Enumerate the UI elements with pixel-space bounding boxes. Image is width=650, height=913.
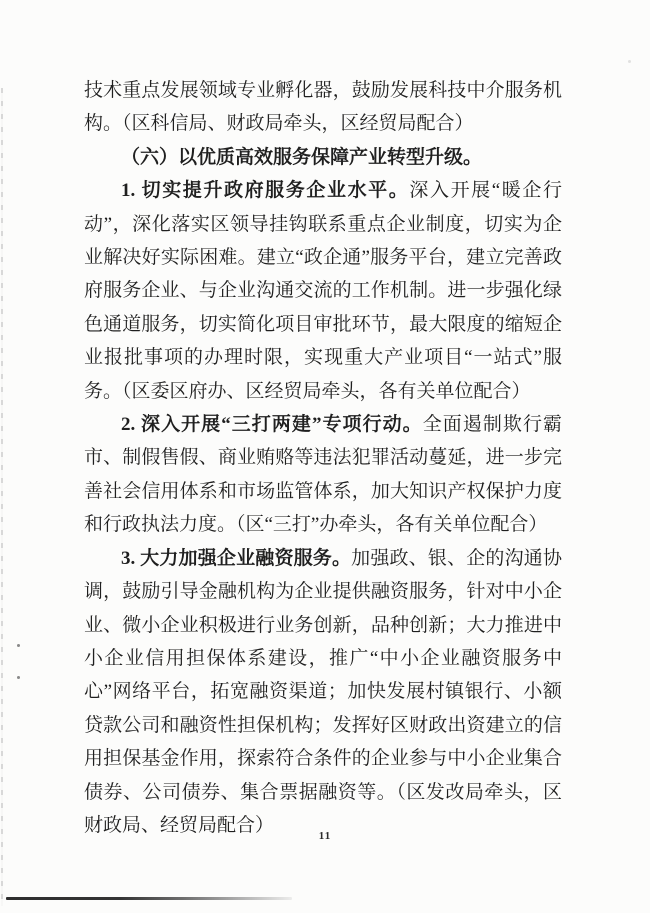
body-segment: 深入开展“暖企行动”，深化落实区领导挂钩联系重点企业制度，切实为企业解决好实际困难。建立“政企通”服务平台，建立完善政府服务企业、与企业沟通交流的工作机制。进一步强化绿色通道服务，切实简化项目审批环节，最大限度的缩短企业报批事项的办理时限，实现重大产业项目“一站式”服务。（区委区府办、区经贸局牵头，各有关单位配合） (84, 180, 562, 402)
heading-segment: 3. 大力加强企业融资服务。 (121, 547, 352, 569)
body-segment: 全面遏制欺行霸市、制假售假、商业贿赂等违法犯罪活动蔓延，进一步完善社会信用体系和市场监管体系，加大知识产权保护力度和行政执法力度。（区“三打”办牵头，各有关单位配合） (84, 414, 562, 536)
text-body (84, 74, 562, 842)
paragraph (84, 542, 562, 843)
heading-segment: 1. 切实提升政府服务企业水平。 (121, 180, 410, 202)
scan-line-artifact-bottom (6, 897, 292, 900)
heading-segment: （六）以优质高效服务保障产业转型升级。 (121, 146, 483, 168)
paragraph (84, 74, 562, 141)
scan-speckle (17, 676, 20, 679)
scan-edge-artifact-left (1, 88, 3, 906)
heading-segment: 2. 深入开展“三打两建”专项行动。 (121, 414, 423, 436)
paragraph (84, 408, 562, 542)
paragraph (84, 141, 562, 174)
scan-speckle (17, 644, 20, 647)
body-segment: 技术重点发展领域专业孵化器，鼓励发展科技中介服务机构。（区科信局、财政局牵头，区经贸局配合） (84, 80, 562, 135)
paragraph (84, 174, 562, 408)
page-number: 11 (318, 830, 332, 842)
scan-speckle (628, 60, 631, 63)
body-segment: 加强政、银、企的沟通协调，鼓励引导金融机构为企业提供融资服务，针对中小企业、微小企业积极进行业务创新，品种创新；大力推进中小企业信用担保体系建设，推广“中小企业融资服务中心”网络平台，拓宽融资渠道；加快发展村镇银行、小额贷款公司和融资性担保机构；发挥好区财政出资建立的信用担保基金作用，探索符合条件的企业参与中小企业集合债券、公司债券、集合票据融资等。（区发改局牵头，区财政局、经贸局配合） (84, 547, 562, 836)
